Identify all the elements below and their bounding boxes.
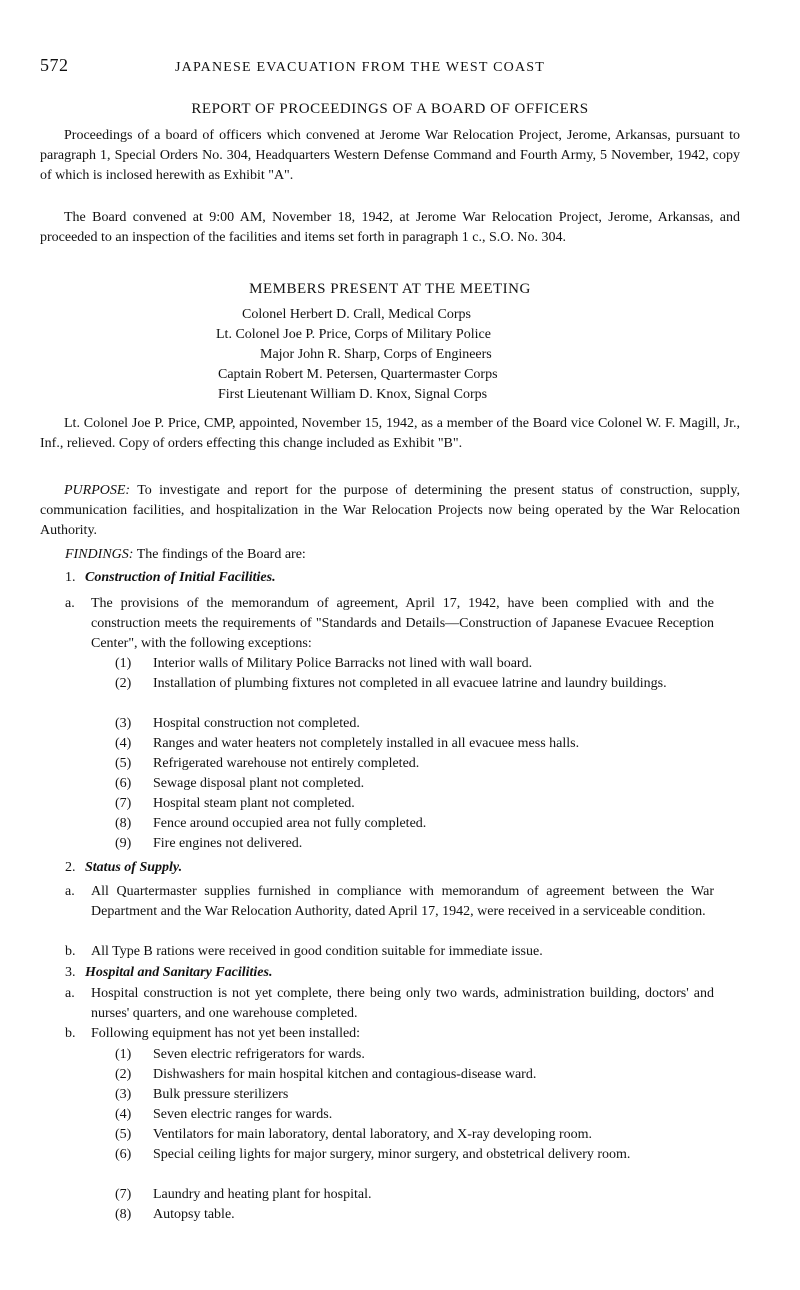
members-title: MEMBERS PRESENT AT THE MEETING <box>249 281 531 297</box>
running-head <box>40 55 740 77</box>
list-item: Hospital steam plant not completed. <box>153 796 355 811</box>
list-item: Refrigerated warehouse not entirely completed. <box>153 756 420 771</box>
list-item: Dishwashers for main hospital kitchen and contagious-disease ward. <box>153 1067 537 1082</box>
member-item: First Lieutenant William D. Knox, Signal Corps <box>218 387 488 402</box>
list-item: Bulk pressure sterilizers <box>153 1087 289 1102</box>
finding-title: Construction of Initial Facilities. <box>85 570 276 585</box>
findings-intro <box>65 545 306 565</box>
appointment-paragraph <box>40 414 740 454</box>
subitem-text: All Type B rations were received in good condition suitable for immediate issue. <box>91 944 543 959</box>
convened-text: The Board convened at 9:00 AM, November 18, 1942, at Jerome War Relocation Project, Jerome, Arkansas, and proceeded to an inspection of the facilities and items set forth in paragraph 1 c., S.O. No. 304. <box>40 210 740 245</box>
purpose-label: PURPOSE: <box>64 483 131 498</box>
subitem-text: The provisions of the memorandum of agreement, April 17, 1942, have been complied with and the construction meets the requirements of "Standards and Details—Construction of Japanese Evacuee Reception Center", with the following exceptions: <box>91 596 714 651</box>
subitem-text: All Quartermaster supplies furnished in compliance with memorandum of agreement between the War Department and the War Relocation Authority, dated April 17, 1942, were received in a serviceable condition. <box>91 884 714 919</box>
member-item: Captain Robert M. Petersen, Quartermaster Corps <box>218 367 498 382</box>
finding-title: Status of Supply. <box>85 860 183 875</box>
finding-number: 2. <box>65 860 76 875</box>
subitem-text: Following equipment has not yet been installed: <box>91 1026 361 1041</box>
page-number: 572 <box>40 55 69 75</box>
list-number: (1) <box>115 656 132 671</box>
list-item: Seven electric ranges for wards. <box>153 1107 333 1122</box>
member-item: Lt. Colonel Joe P. Price, Corps of Military Police <box>216 327 491 342</box>
list-item: Laundry and heating plant for hospital. <box>153 1187 372 1202</box>
list-number: (8) <box>115 816 132 831</box>
list-item: Fence around occupied area not fully completed. <box>153 816 427 831</box>
list-number: (5) <box>115 756 132 771</box>
findings-label: FINDINGS: <box>65 547 134 562</box>
subitem-mark: a. <box>65 986 75 1001</box>
subitem-mark: b. <box>65 1026 76 1041</box>
member-item: Major John R. Sharp, Corps of Engineers <box>260 347 492 362</box>
list-item: Hospital construction not completed. <box>153 716 360 731</box>
list-number: (7) <box>115 796 132 811</box>
list-number: (3) <box>115 716 132 731</box>
findings-text: The findings of the Board are: <box>136 547 306 562</box>
list-item: Ventilators for main laboratory, dental laboratory, and X-ray developing room. <box>153 1127 593 1142</box>
intro-paragraph <box>40 126 740 186</box>
intro-text: Proceedings of a board of officers which convened at Jerome War Relocation Project, Jerome, Arkansas, pursuant to paragraph 1, Special Orders No. 304, Headquarters Western Defense Command and Fourth Army, 5 November, 1942, copy of which is inclosed herewith as Exhibit "A". <box>40 128 740 183</box>
list-number: (4) <box>115 736 132 751</box>
list-number: (1) <box>115 1047 132 1062</box>
appointment-text: Lt. Colonel Joe P. Price, CMP, appointed, November 15, 1942, as a member of the Board vice Colonel W. F. Magill, Jr., Inf., relieved. Copy of orders effecting this change included as Exhibit "B". <box>40 416 740 451</box>
finding-number: 1. <box>65 570 76 585</box>
subitem-mark: a. <box>65 596 75 611</box>
finding-title: Hospital and Sanitary Facilities. <box>85 965 273 980</box>
purpose-text: To investigate and report for the purpose of determining the present status of construction, supply, communication facilities, and hospitalization in the War Relocation Projects now being operated by the War Relocation Authority. <box>40 483 740 538</box>
list-number: (9) <box>115 836 132 851</box>
convened-paragraph <box>40 208 740 248</box>
finding-number: 3. <box>65 965 76 980</box>
list-number: (2) <box>115 676 132 691</box>
finding-heading-2 <box>65 858 182 878</box>
list-item: Ranges and water heaters not completely installed in all evacuee mess halls. <box>153 736 580 751</box>
list-number: (7) <box>115 1187 132 1202</box>
list-number: (6) <box>115 776 132 791</box>
finding-heading-1 <box>65 568 276 588</box>
finding-heading-3 <box>65 963 272 983</box>
list-number: (6) <box>115 1147 132 1162</box>
list-number: (8) <box>115 1207 132 1222</box>
list-item: Autopsy table. <box>153 1207 235 1222</box>
list-item: Seven electric refrigerators for wards. <box>153 1047 365 1062</box>
member-item: Colonel Herbert D. Crall, Medical Corps <box>242 307 472 322</box>
subitem-mark: b. <box>65 944 76 959</box>
list-item: Installation of plumbing fixtures not completed in all evacuee latrine and laundry buildings. <box>153 676 667 691</box>
subitem-text: Hospital construction is not yet complete, there being only two wards, administration building, doctors' and nurses' quarters, and one warehouse completed. <box>91 986 714 1021</box>
list-number: (3) <box>115 1087 132 1102</box>
list-item: Interior walls of Military Police Barracks not lined with wall board. <box>153 656 533 671</box>
report-title: REPORT OF PROCEEDINGS OF A BOARD OF OFFICERS <box>191 101 589 117</box>
list-number: (4) <box>115 1107 132 1122</box>
list-number: (2) <box>115 1067 132 1082</box>
subitem-mark: a. <box>65 884 75 899</box>
list-item: Sewage disposal plant not completed. <box>153 776 365 791</box>
purpose-paragraph <box>40 481 740 541</box>
list-item: Special ceiling lights for major surgery, minor surgery, and obstetrical delivery room. <box>153 1147 631 1162</box>
running-title: JAPANESE EVACUATION FROM THE WEST COAST <box>175 60 546 75</box>
list-number: (5) <box>115 1127 132 1142</box>
list-item: Fire engines not delivered. <box>153 836 303 851</box>
